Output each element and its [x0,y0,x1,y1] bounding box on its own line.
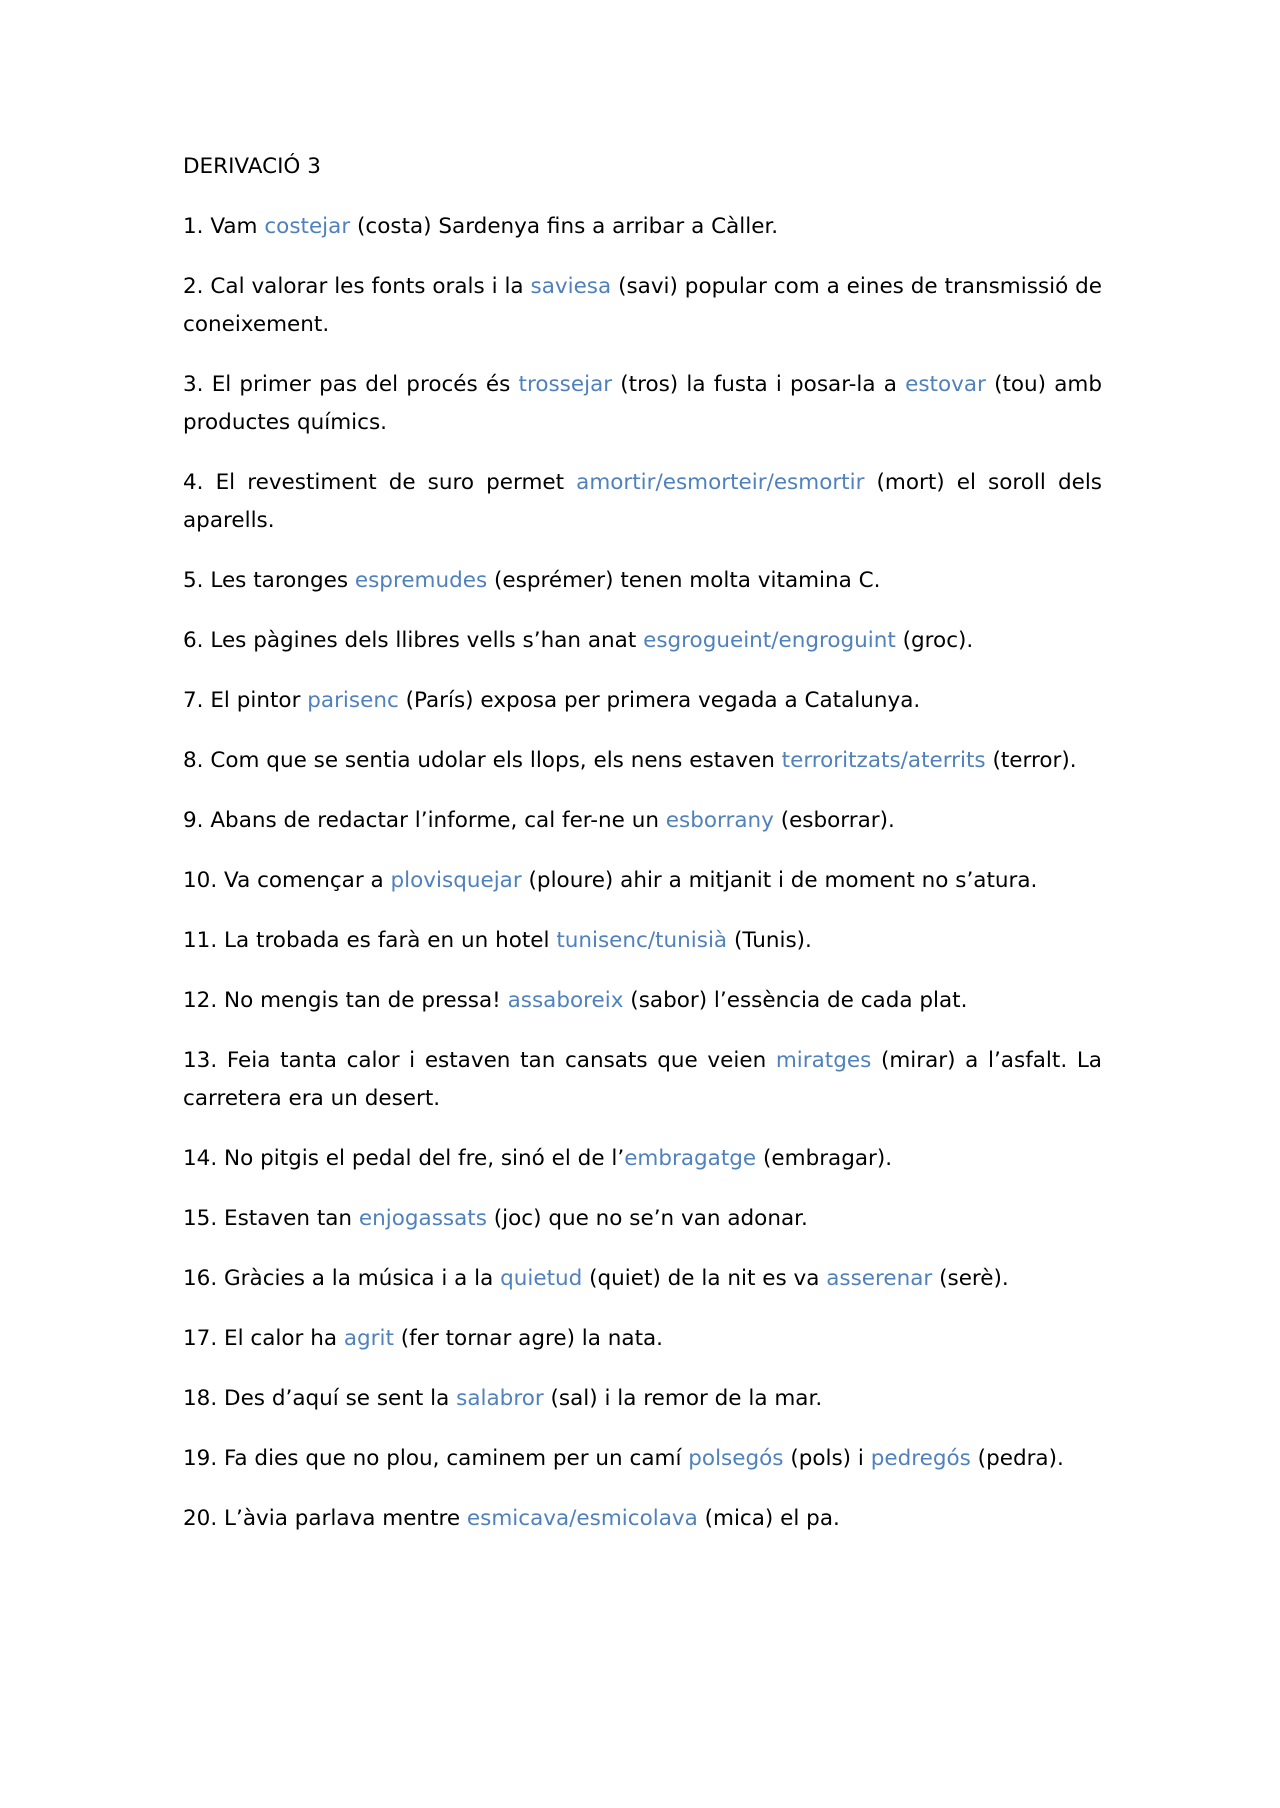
sentence-text: (quiet) de la nit es va [582,1266,827,1291]
exercise-item [183,682,1102,720]
sentence-text: 16. Gràcies a la música i a la [183,1266,501,1291]
answer-word: esmicava/esmicolava [466,1506,698,1531]
sentence-text: (mort) el soroll dels aparells. [183,470,1102,533]
sentence-text: 14. No pitgis el pedal del fre, sinó el de l’ [183,1146,625,1171]
exercise-item [183,1500,1102,1538]
sentence-text: 4. El revestiment de suro permet [183,470,577,495]
answer-word: parisenc [307,688,399,713]
exercise-item [183,982,1102,1020]
answer-word: tunisenc/tunisià [556,928,728,953]
sentence-text: 15. Estaven tan [183,1206,359,1231]
sentence-text: (embragar). [756,1146,893,1171]
sentence-text: (sal) i la remor de la mar. [543,1386,823,1411]
sentence-text: (serè). [932,1266,1009,1291]
sentence-text: 13. Feia tanta calor i estaven tan cansats que veien [183,1048,776,1073]
sentence-text: (pedra). [970,1446,1064,1471]
answer-word: assaboreix [507,988,624,1013]
sentence-text: (París) exposa per primera vegada a Catalunya. [398,688,921,713]
sentence-text: (costa) Sardenya fins a arribar a Càller. [350,214,779,239]
sentence-text: 6. Les pàgines dels llibres vells s’han anat [183,628,644,653]
answer-word: plovisquejar [390,868,522,893]
exercise-item [183,862,1102,900]
answer-word: enjogassats [358,1206,487,1231]
sentence-text: 7. El pintor [183,688,308,713]
exercise-item [183,1140,1102,1178]
exercise-item [183,922,1102,960]
document-page [183,148,1102,1560]
exercise-item [183,742,1102,780]
sentence-text: 17. El calor ha [183,1326,344,1351]
sentence-text: (joc) que no se’n van adonar. [486,1206,808,1231]
sentence-text: (groc). [895,628,974,653]
exercise-item [183,1380,1102,1418]
sentence-text: (esborrar). [773,808,895,833]
sentence-text: (sabor) l’essència de cada plat. [623,988,968,1013]
exercise-item [183,366,1102,442]
sentence-text: 11. La trobada es farà en un hotel [183,928,557,953]
answer-word: esborrany [665,808,774,833]
answer-word: terroritzats/aterrits [781,748,986,773]
answer-word: salabror [456,1386,544,1411]
sentence-text: (mirar) a l’asfalt. La carretera era un desert. [183,1048,1102,1111]
sentence-text: (mica) el pa. [697,1506,840,1531]
exercise-item [183,562,1102,600]
answer-word: quietud [500,1266,583,1291]
answer-word: pedregós [870,1446,971,1471]
exercise-list [183,208,1102,1538]
answer-word: espremudes [354,568,488,593]
sentence-text: (Tunis). [727,928,812,953]
sentence-text: 2. Cal valorar les fonts orals i la [183,274,531,299]
sentence-text: 10. Va començar a [183,868,391,893]
sentence-text: 20. L’àvia parlava mentre [183,1506,467,1531]
exercise-item [183,802,1102,840]
answer-word: asserenar [826,1266,933,1291]
answer-word: saviesa [530,274,612,299]
sentence-text: 1. Vam [183,214,265,239]
sentence-text: (terror). [985,748,1077,773]
sentence-text: (ploure) ahir a mitjanit i de moment no s’atura. [521,868,1038,893]
sentence-text: (tou) amb productes químics. [183,372,1102,435]
document-title: DERIVACIÓ 3 [183,154,321,179]
sentence-text: (tros) la fusta i posar-la a [612,372,906,397]
sentence-text: 9. Abans de redactar l’informe, cal fer-ne un [183,808,666,833]
exercise-item [183,1440,1102,1478]
sentence-text: (savi) popular com a eines de transmissió de coneixement. [183,274,1103,337]
answer-word: polsegós [688,1446,784,1471]
sentence-text: 3. El primer pas del procés és [183,372,519,397]
sentence-text: 19. Fa dies que no plou, caminem per un camí [183,1446,689,1471]
answer-word: costejar [264,214,351,239]
answer-word: miratges [775,1048,872,1073]
sentence-text: 18. Des d’aquí se sent la [183,1386,457,1411]
answer-word: embragatge [624,1146,757,1171]
sentence-text: 5. Les taronges [183,568,355,593]
exercise-item [183,1320,1102,1358]
sentence-text: 12. No mengis tan de pressa! [183,988,508,1013]
exercise-item [183,268,1102,344]
exercise-item [183,208,1102,246]
exercise-item [183,622,1102,660]
sentence-text: (fer tornar agre) la nata. [393,1326,664,1351]
answer-word: agrit [343,1326,394,1351]
exercise-item [183,464,1102,540]
answer-word: trossejar [518,372,613,397]
exercise-item [183,1260,1102,1298]
answer-word: estovar [905,372,986,397]
answer-word: esgrogueint/engroguint [643,628,896,653]
sentence-text: (esprémer) tenen molta vitamina C. [487,568,881,593]
exercise-item [183,1200,1102,1238]
sentence-text: (pols) i [783,1446,871,1471]
answer-word: amortir/esmorteir/esmortir [576,470,865,495]
exercise-item [183,1042,1102,1118]
sentence-text: 8. Com que se sentia udolar els llops, els nens estaven [183,748,782,773]
